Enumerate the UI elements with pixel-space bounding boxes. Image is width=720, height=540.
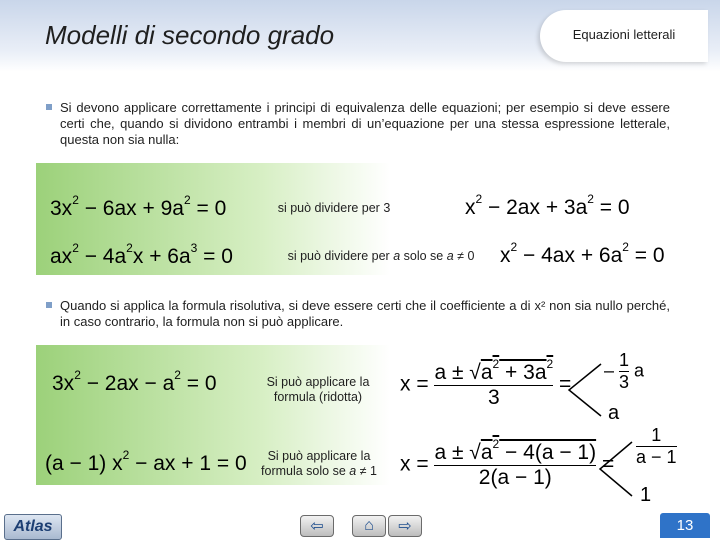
paragraph-2: Quando si applica la formula risolutiva, si deve essere certi che il coefficiente a di x² non sia nullo perché, in caso contrario, la formula non si può applicare. <box>60 298 670 329</box>
note-1: si può dividere per 3 <box>277 201 391 215</box>
next-button[interactable] <box>388 515 422 537</box>
equation-3: $3x^2 - 2ax - a^2 = 0$ <box>52 368 217 395</box>
equation-1-right: $x^2 - 2ax + 3a^2 = 0$ <box>465 192 630 219</box>
solution-2b: 1 <box>640 484 652 506</box>
formula-1: x = $\frac{a \pm √a^2 + 3a^2}{3}$ = <box>400 357 572 409</box>
equation-2-right: $x^2 - 4ax + 6a^2 = 0$ <box>500 240 665 267</box>
note-3: Si può applicare la formula (ridotta) <box>266 375 370 404</box>
paragraph-1: Si devono applicare correttamente i principi di equivalenza delle equazioni; per esempio si deve essere certi che, quando si dividono entrambi i membri di un’equazione per una stessa espressione letterale, questa non sia nulla: <box>60 100 670 147</box>
section-label: Equazioni letterali <box>572 27 676 42</box>
solution-2a: $\frac{1}{a - 1}$ <box>636 425 677 467</box>
previous-button[interactable] <box>300 515 334 537</box>
home-button[interactable] <box>352 515 386 537</box>
section-tab <box>540 10 708 62</box>
arrow-right-icon: ⇨ <box>398 518 412 535</box>
header <box>0 0 720 72</box>
page-number: 13 <box>660 513 710 538</box>
equation-4: (a − 1) $x^2$ − ax + 1 = 0 <box>45 448 247 475</box>
formula-2: x = $\frac{a \pm √a^2 - 4(a - 1)}{2(a - 1)}$ = <box>400 437 615 489</box>
arrow-left-icon: ⇦ <box>310 518 324 535</box>
home-icon: ⌂ <box>364 517 374 534</box>
equation-1-left: $3x^2 - 6ax + 9a^2 = 0$ <box>50 193 227 220</box>
page-title: Modelli di secondo grado <box>45 20 335 50</box>
note-4: Si può applicare la formula solo se a ≠ 1 <box>261 449 377 478</box>
bullet-icon <box>46 104 52 110</box>
solution-1a: – $\frac{1}{3}$ a <box>604 350 645 392</box>
note-2: si può dividere per a solo se a ≠ 0 <box>287 249 475 263</box>
bullet-icon <box>46 302 52 308</box>
solution-1b: a <box>608 402 620 424</box>
branch-icon <box>565 360 605 420</box>
atlas-logo: Atlas <box>4 514 62 540</box>
equation-2-left: $ax^2 - 4a^2x + 6a^3 = 0$ <box>50 241 233 268</box>
branch-icon <box>596 438 636 500</box>
